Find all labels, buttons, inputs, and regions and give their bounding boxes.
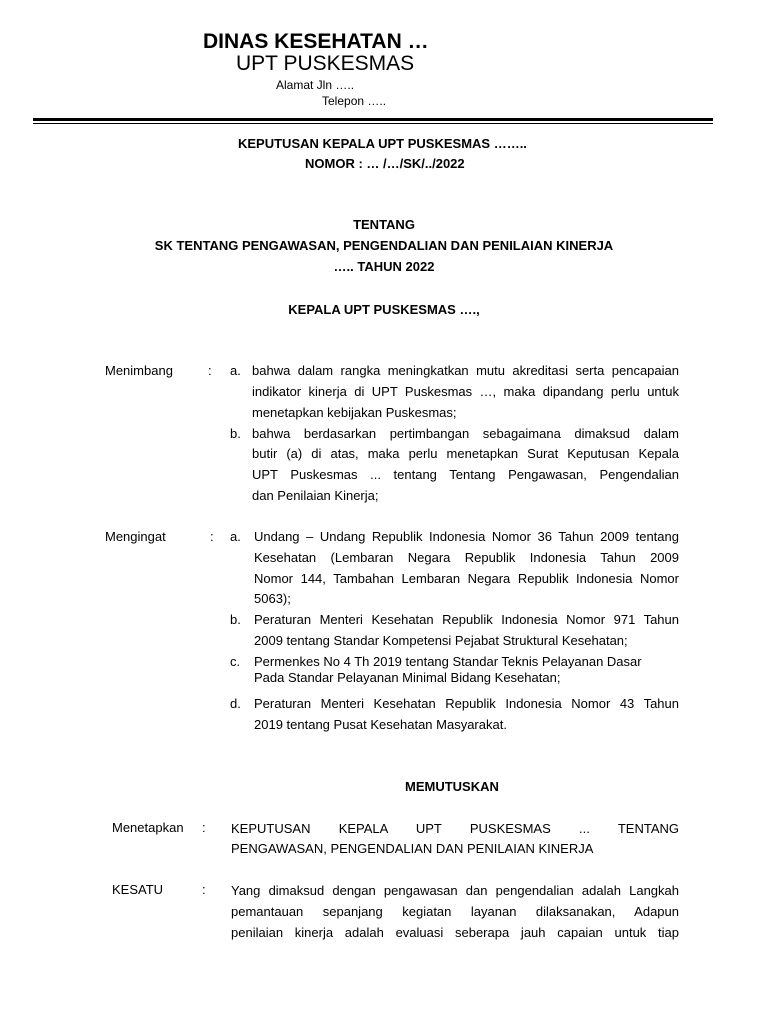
letterhead-rule-thick xyxy=(33,118,713,121)
menetapkan-line-1: KEPUTUSAN KEPALA UPT PUSKESMAS ... TENTANG xyxy=(231,821,679,836)
mengingat-marker-c: c. xyxy=(230,654,241,669)
menimbang-b-line-2: butir (a) di atas, maka perlu menetapkan Surat Keputusan Kepala xyxy=(252,446,679,461)
menimbang-a-line-1: bahwa dalam rangka meningkatkan mutu akreditasi serta pencapaian xyxy=(252,363,679,378)
mengingat-a-line-3: Nomor 144, Tambahan Lembaran Negara Republik Indonesia Nomor xyxy=(254,571,679,586)
mengingat-c-line-2: Pada Standar Pelayanan Minimal Bidang Kesehatan; xyxy=(254,670,561,685)
phone-line: Telepon ….. xyxy=(322,94,387,108)
menimbang-a-line-3: menetapkan kebijakan Puskesmas; xyxy=(252,405,457,420)
mengingat-marker-b: b. xyxy=(230,612,241,627)
menimbang-b-line-1: bahwa berdasarkan pertimbangan sebagaimana dimaksud dalam xyxy=(252,426,679,441)
menimbang-label: Menimbang xyxy=(105,363,173,378)
mengingat-label: Mengingat xyxy=(105,529,166,544)
mengingat-marker-d: d. xyxy=(230,696,241,711)
mengingat-d-line-2: 2019 tentang Pusat Kesehatan Masyarakat. xyxy=(254,717,507,732)
mengingat-a-line-2: Kesehatan (Lembaran Negara Republik Indonesia Tahun 2009 xyxy=(254,550,679,565)
mengingat-b-line-1: Peraturan Menteri Kesehatan Republik Indonesia Nomor 971 Tahun xyxy=(254,612,679,627)
memutuskan-heading: MEMUTUSKAN xyxy=(405,779,499,794)
menimbang-colon: : xyxy=(208,363,212,378)
about-heading: TENTANG xyxy=(353,217,415,232)
menimbang-marker-b: b. xyxy=(230,426,241,441)
kesatu-line-2: pemantauan sepanjang kegiatan layanan dilaksanakan, Adapun xyxy=(231,904,679,919)
menetapkan-colon: : xyxy=(202,820,206,835)
mengingat-c-line-1: Permenkes No 4 Th 2019 tentang Standar Teknis Pelayanan Dasar xyxy=(254,654,642,669)
kesatu-line-3: penilaian kinerja adalah evaluasi seberapa jauh capaian untuk tiap xyxy=(231,925,679,940)
mengingat-d-line-1: Peraturan Menteri Kesehatan Republik Indonesia Nomor 43 Tahun xyxy=(254,696,679,711)
decree-year: ….. TAHUN 2022 xyxy=(333,259,435,274)
menimbang-a-line-2: indikator kinerja di UPT Puskesmas …, maka dipandang perlu untuk xyxy=(252,384,679,399)
mengingat-b-line-2: 2009 tentang Standar Kompetensi Pejabat Struktural Kesehatan; xyxy=(254,633,628,648)
puskesmas-name: UPT PUSKESMAS xyxy=(236,52,415,75)
letterhead-rule-thin xyxy=(33,123,713,124)
agency-name: DINAS KESEHATAN … xyxy=(203,30,429,53)
mengingat-a-line-4: 5063); xyxy=(254,591,291,606)
address-line: Alamat Jln ….. xyxy=(276,78,355,92)
mengingat-marker-a: a. xyxy=(230,529,241,544)
head-title: KEPALA UPT PUSKESMAS …., xyxy=(288,302,480,317)
menimbang-marker-a: a. xyxy=(230,363,241,378)
kesatu-label: KESATU xyxy=(112,882,164,897)
mengingat-a-line-1: Undang – Undang Republik Indonesia Nomor 36 Tahun 2009 tentang xyxy=(254,529,679,544)
decree-number: NOMOR : … /…/SK/../2022 xyxy=(305,156,465,171)
decree-subject: SK TENTANG PENGAWASAN, PENGENDALIAN DAN PENILAIAN KINERJA xyxy=(154,238,614,253)
menetapkan-label: Menetapkan xyxy=(112,820,184,835)
menimbang-b-line-3: UPT Puskesmas ... tentang Tentang Pengawasan, Pengendalian xyxy=(252,467,679,482)
decree-title: KEPUTUSAN KEPALA UPT PUSKESMAS …….. xyxy=(238,136,527,151)
mengingat-colon: : xyxy=(210,529,214,544)
menetapkan-line-2: PENGAWASAN, PENGENDALIAN DAN PENILAIAN KINERJA xyxy=(231,841,594,856)
kesatu-colon: : xyxy=(202,882,206,897)
menimbang-b-line-4: dan Penilaian Kinerja; xyxy=(252,488,379,503)
kesatu-line-1: Yang dimaksud dengan pengawasan dan pengendalian adalah Langkah xyxy=(231,883,679,898)
